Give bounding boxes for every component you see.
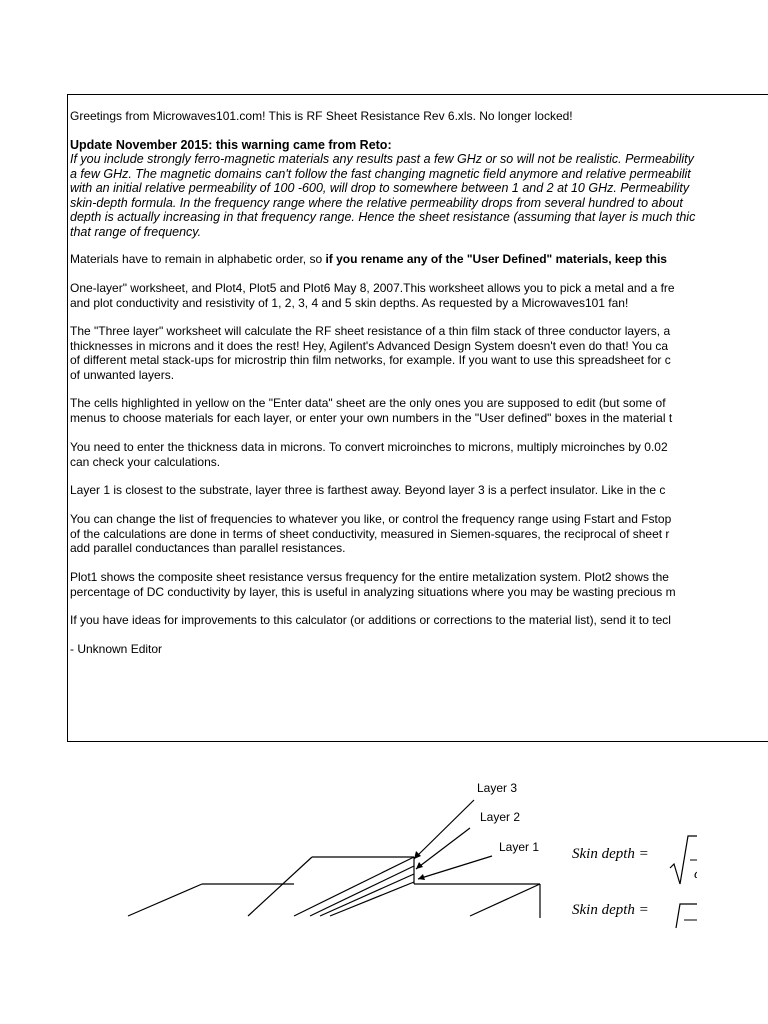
three-layer-line: thicknesses in microns and it does the rest! Hey, Agilent's Advanced Design System doesn't even do that! You ca xyxy=(70,338,669,353)
materials-bold: if you rename any of the "User Defined" materials, keep this xyxy=(325,252,667,266)
layer3-label: Layer 3 xyxy=(477,781,518,795)
materials-line xyxy=(70,252,667,267)
three-layer-line: of unwanted layers. xyxy=(70,367,175,382)
layer2-label: Layer 2 xyxy=(480,810,521,824)
frequency-line: You can change the list of frequencies to whatever you like, or control the frequency range using Fstart and Fstop xyxy=(70,512,672,526)
notes-textbox xyxy=(68,95,697,741)
warning-line: depth is actually increasing in that frequency range. Hence the sheet resistance (assuming that layer is much thic xyxy=(70,210,696,224)
one-layer-line: and plot conductivity and resistivity of 1, 2, 3, 4 and 5 skin depths. As requested by a Microwaves101 fan! xyxy=(70,295,629,310)
warning-line: that range of frequency. xyxy=(70,224,202,239)
cells-line: The cells highlighted in yellow on the "Enter data" sheet are the only ones you are supposed to edit (but some of xyxy=(70,396,666,410)
three-layer-line: The "Three layer" worksheet will calculate the RF sheet resistance of a thin film stack of three conductor layers, a xyxy=(70,324,671,338)
one-layer-line: One-layer" worksheet, and Plot4, Plot5 and Plot6 May 8, 2007.This worksheet allows you to pick a metal and a fre xyxy=(70,281,675,295)
layer-order-line: Layer 1 is closest to the substrate, layer three is farthest away. Beyond layer 3 is a perfect insulator. Like in the c xyxy=(70,483,666,497)
skin-depth-formula-2: Skin depth = xyxy=(572,902,649,918)
ideas-line: If you have ideas for improvements to this calculator (or additions or corrections to the material list), send it to tecl xyxy=(70,613,671,627)
plot-line: percentage of DC conductivity by layer, this is useful in analyzing situations where you may be wasting precious m xyxy=(70,584,676,599)
sqrt-symbol-2 xyxy=(668,894,697,930)
signature-line: - Unknown Editor xyxy=(70,642,163,656)
update-heading: Update November 2015: this warning came from Reto: xyxy=(70,138,392,152)
warning-line: a few GHz. The magnetic domains can't follow the fast changing magnetic field anymore and relative permeabilit xyxy=(70,166,691,181)
cells-line: menus to choose materials for each layer, or enter your own numbers in the "User defined" boxes in the material t xyxy=(70,410,673,425)
skin-depth-formulas xyxy=(566,830,704,930)
greeting-line: Greetings from Microwaves101.com! This is RF Sheet Resistance Rev 6.xls. No longer locked! xyxy=(70,109,573,123)
frequency-line: of the calculations are done in terms of sheet conductivity, measured in Siemen-squares, the reciprocal of sheet r xyxy=(70,526,670,541)
layer1-label: Layer 1 xyxy=(499,840,540,854)
skin-depth-formula-1: Skin depth = xyxy=(572,846,649,862)
svg-text:ω: ω xyxy=(694,867,704,882)
thickness-line: can check your calculations. xyxy=(70,454,221,469)
three-layer-line: of different metal stack-ups for microstrip thin film networks, for example. If you want to use this spreadsheet for c xyxy=(70,353,671,367)
frequency-line: add parallel conductances than parallel resistances. xyxy=(70,541,346,555)
sqrt-symbol-1 xyxy=(668,832,704,888)
plot-line: Plot1 shows the composite sheet resistance versus frequency for the entire metalization system. Plot2 shows the xyxy=(70,570,669,584)
warning-line: skin-depth formula. In the frequency range where the relative permeability drops from several hundred to about xyxy=(70,195,683,210)
thickness-line: You need to enter the thickness data in microns. To convert microinches to microns, multiply microinches by 0.02 xyxy=(70,440,668,454)
materials-prefix: Materials have to remain in alphabetic order, so xyxy=(70,252,326,266)
warning-line: If you include strongly ferro-magnetic materials any results past a few GHz or so will not be realistic. Permeability xyxy=(70,152,694,166)
warning-line: with an initial relative permeability of 100 -600, will drop to somewhere between 1 and 2 at 10 GHz. Permeability xyxy=(70,181,690,195)
